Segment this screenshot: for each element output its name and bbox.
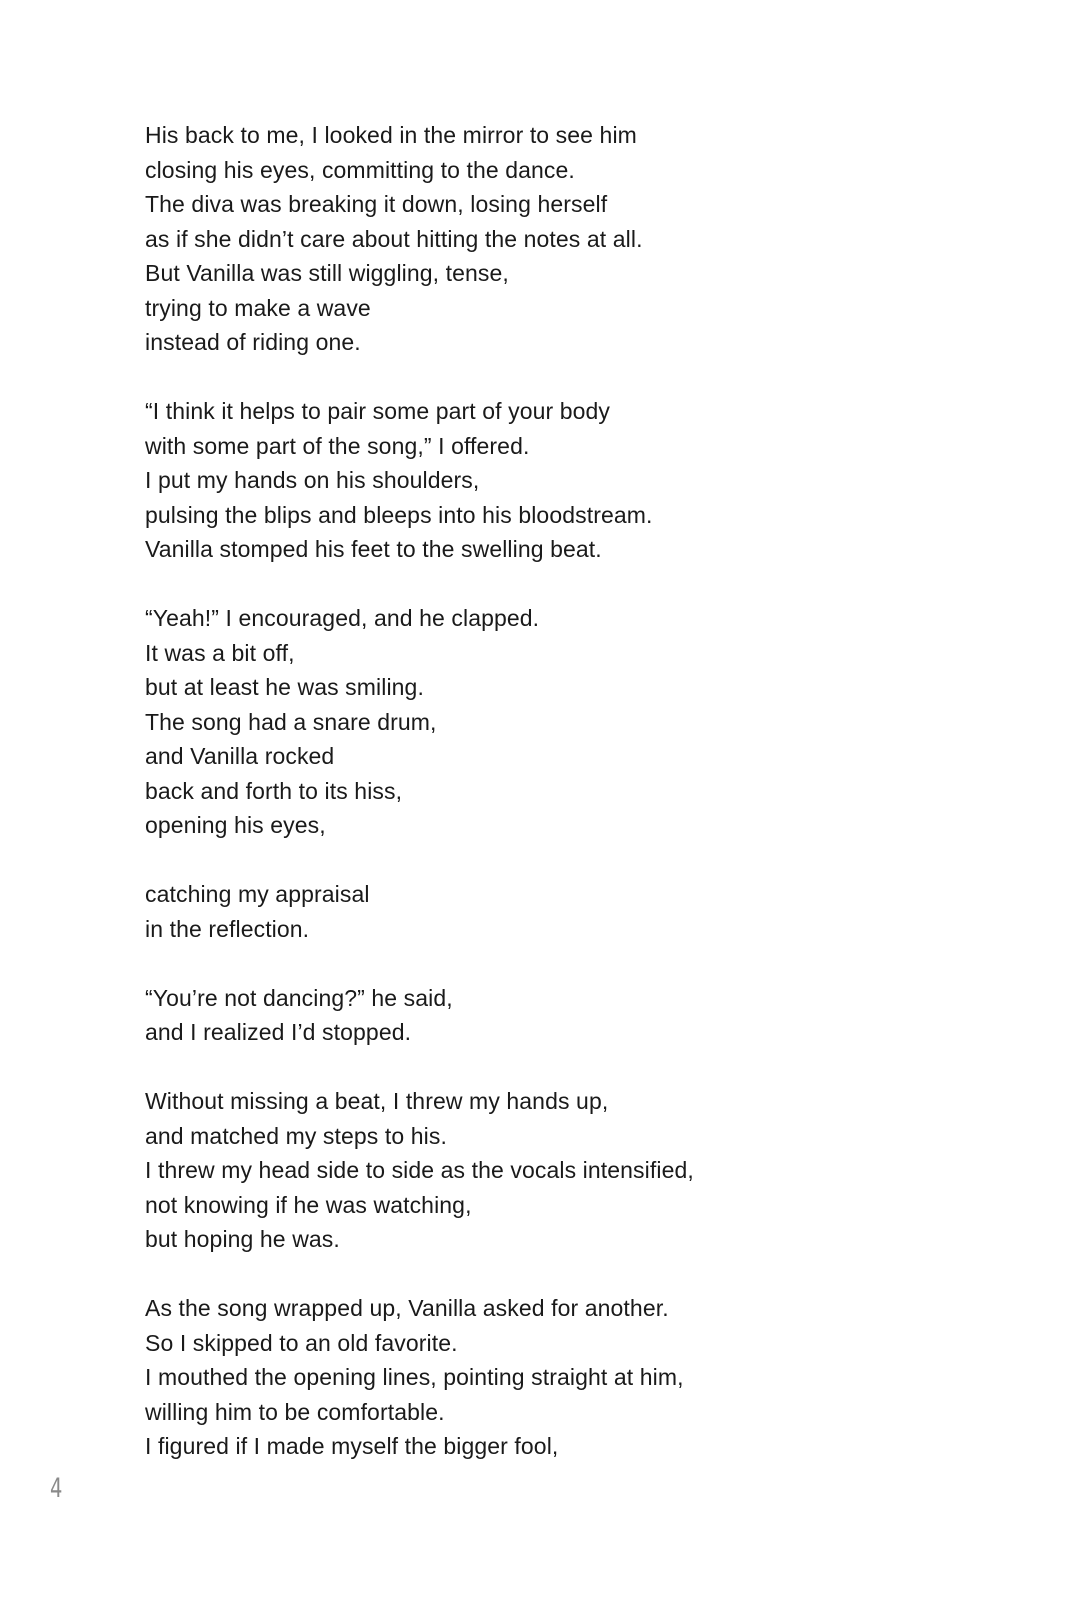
poem-line: trying to make a wave	[145, 294, 371, 321]
stanza	[145, 394, 945, 567]
stanza	[145, 1291, 945, 1464]
poem-line: I put my hands on his shoulders,	[145, 467, 480, 493]
poem-line: as if she didn’t care about hitting the notes at all.	[145, 225, 643, 252]
poem-body	[145, 118, 945, 1498]
poem-line: willing him to be comfortable.	[145, 1398, 445, 1425]
poem-line: His back to me, I looked in the mirror to see him	[145, 122, 637, 148]
poem-line: I figured if I made myself the bigger fool,	[145, 1433, 559, 1459]
poem-line: pulsing the blips and bleeps into his bloodstream.	[145, 501, 653, 528]
poem-line: But Vanilla was still wiggling, tense,	[145, 260, 509, 286]
poem-line: closing his eyes, committing to the dance.	[145, 156, 575, 183]
poem-line: It was a bit off,	[145, 639, 295, 666]
poem-line: “Yeah!” I encouraged, and he clapped.	[145, 605, 540, 631]
poem-line: with some part of the song,” I offered.	[145, 432, 530, 459]
stanza	[145, 118, 945, 360]
poem-line: catching my appraisal	[145, 881, 370, 907]
poem-line: Without missing a beat, I threw my hands up,	[145, 1088, 609, 1114]
poem-line: but hoping he was.	[145, 1226, 340, 1252]
poem-line: I threw my head side to side as the vocals intensified,	[145, 1157, 694, 1183]
poem-line: not knowing if he was watching,	[145, 1191, 472, 1218]
poem-line: but at least he was smiling.	[145, 674, 424, 700]
poem-line: So I skipped to an old favorite.	[145, 1329, 458, 1356]
poem-line: instead of riding one.	[145, 329, 361, 355]
stanza	[145, 1084, 945, 1257]
poem-line: back and forth to its hiss,	[145, 777, 403, 804]
poem-line: I mouthed the opening lines, pointing straight at him,	[145, 1364, 684, 1390]
stanza	[145, 981, 945, 1050]
poem-line: As the song wrapped up, Vanilla asked for another.	[145, 1295, 669, 1321]
poem-line: and I realized I’d stopped.	[145, 1019, 412, 1045]
poem-line: The song had a snare drum,	[145, 708, 437, 735]
poem-line: “You’re not dancing?” he said,	[145, 984, 453, 1011]
page-number: 4	[50, 1473, 63, 1504]
poem-line: and Vanilla rocked	[145, 743, 335, 769]
poem-line: Vanilla stomped his feet to the swelling beat.	[145, 536, 602, 562]
stanza	[145, 601, 945, 843]
poem-line: opening his eyes,	[145, 812, 326, 838]
stanza	[145, 877, 945, 946]
poem-line: “I think it helps to pair some part of your body	[145, 398, 611, 424]
poem-line: in the reflection.	[145, 915, 310, 942]
poem-line: The diva was breaking it down, losing herself	[145, 191, 608, 217]
poem-line: and matched my steps to his.	[145, 1122, 447, 1149]
